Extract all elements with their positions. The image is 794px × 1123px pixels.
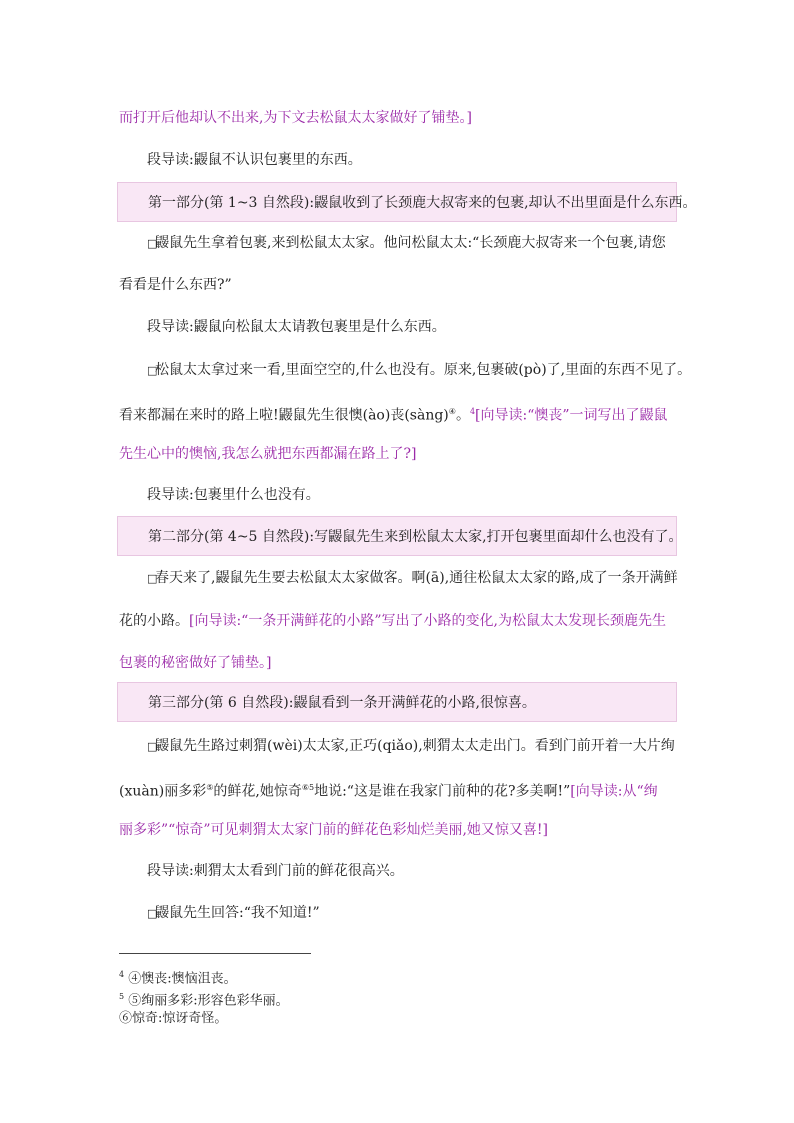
paragraph-line: 包裹的秘密做好了铺垫。] — [119, 655, 272, 671]
section-box-text: 第三部分(第 6 自然段):鼹鼠看到一条开满鲜花的小路,很惊喜。 — [148, 695, 536, 711]
text: 松鼠太太拿过来一看,里面空空的,什么也没有。原来,包裹破(pò)了,里面的东西不见了。 — [155, 362, 692, 378]
text: 地说:“这是谁在我家门前种的花?多美啊!” — [314, 783, 571, 800]
paragraph-line — [147, 737, 675, 756]
paragraph-line — [147, 234, 666, 253]
text: 。 — [455, 407, 470, 424]
text: 看来都漏在来时的路上啦!鼹鼠先生很懊(ào)丧(sàng) — [119, 407, 449, 424]
section-box-text: 第二部分(第 4~5 自然段):写鼹鼠先生来到松鼠太太家,打开包裹里面却什么也没有了。 — [148, 529, 683, 545]
footnote-ref: 5 — [309, 783, 315, 792]
text: 鼹鼠先生拿着包裹,来到松鼠太太家。他问松鼠太太:“长颈鹿大叔寄来一个包裹,请您 — [155, 235, 666, 251]
square-marker-icon: □ — [147, 364, 158, 377]
paragraph-line — [119, 612, 666, 630]
footnote-mark: 4 — [119, 970, 125, 979]
footnote-ref: ⑤ — [206, 783, 214, 792]
footnote-ref: ⑥ — [301, 783, 309, 792]
section-box — [117, 182, 697, 222]
footnote-text: ⑤绚丽多彩:形容色彩华丽。 — [128, 993, 289, 1009]
footnote-mark: 5 — [119, 992, 125, 1001]
footnote — [119, 989, 289, 1009]
text: (xuàn)丽多彩 — [119, 783, 207, 800]
text: 鼹鼠先生回答:“我不知道!” — [155, 905, 320, 921]
footnote-ref: ④ — [448, 407, 456, 416]
guide-note: [向导读:“懊丧”一词写出了鼹鼠 — [475, 407, 668, 424]
section-box-text: 第一部分(第 1~3 自然段):鼹鼠收到了长颈鹿大叔寄来的包裹,却认不出里面是什么东西。 — [148, 195, 697, 211]
section-box — [117, 516, 683, 556]
guide-note: [向导读:从“绚 — [570, 783, 658, 800]
paragraph-line: 段导读:包裹里什么也没有。 — [147, 487, 320, 503]
paragraph-line — [119, 403, 668, 425]
guide-note: [向导读:“一条开满鲜花的小路”写出了小路的变化,为松鼠太太发现长颈鹿先生 — [189, 613, 666, 629]
footnote-text: ⑥惊奇:惊讶奇怪。 — [119, 1011, 228, 1026]
paragraph-line: 而打开后他却认不出来,为下文去松鼠太太家做好了铺垫。] — [119, 110, 472, 126]
paragraph-line: 段导读:鼹鼠向松鼠太太请教包裹里是什么东西。 — [147, 319, 446, 335]
paragraph-line — [147, 361, 691, 380]
paragraph-line — [147, 904, 320, 923]
paragraph-line: 丽多彩”“惊奇”可见刺猬太太家门前的鲜花色彩灿烂美丽,她又惊又喜!] — [119, 822, 549, 838]
square-marker-icon: □ — [147, 907, 158, 920]
square-marker-icon: □ — [147, 740, 158, 753]
section-box — [117, 682, 677, 722]
footnote-text: ④懊丧:懊恼沮丧。 — [128, 971, 237, 987]
text: 鼹鼠先生路过刺猬(wèi)太太家,正巧(qiǎo),刺猬太太走出门。看到门前开着一大片绚 — [155, 738, 675, 754]
footnote-rule — [119, 953, 311, 954]
footnote — [119, 967, 237, 987]
paragraph-line: 段导读:鼹鼠不认识包裹里的东西。 — [147, 152, 362, 168]
text: 的鲜花,她惊奇 — [213, 783, 302, 800]
square-marker-icon: □ — [147, 237, 158, 250]
paragraph-line: 看看是什么东西?” — [119, 277, 232, 293]
footnote-ref: 4 — [469, 407, 476, 416]
text: 春天来了,鼹鼠先生要去松鼠太太家做客。啊(ā),通往松鼠太太家的路,成了一条开满鲜 — [155, 570, 678, 586]
text: 花的小路。 — [119, 613, 189, 629]
paragraph-line — [119, 779, 658, 801]
square-marker-icon: □ — [147, 572, 158, 585]
paragraph-line: 先生心中的懊恼,我怎么就把东西都漏在路上了?] — [119, 446, 417, 462]
footnote — [119, 1011, 227, 1027]
paragraph-line: 段导读:刺猬太太看到门前的鲜花很高兴。 — [147, 863, 404, 879]
paragraph-line — [147, 569, 678, 588]
